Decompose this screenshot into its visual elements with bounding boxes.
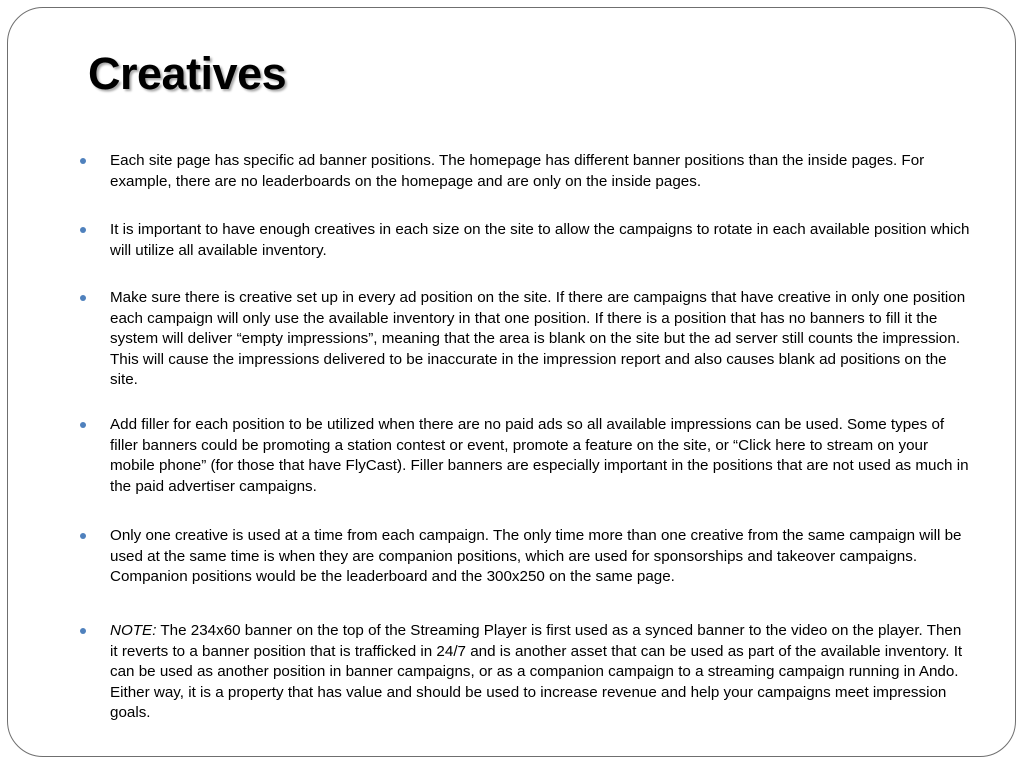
bullet-text-4: Add filler for each position to be utilized when there are no paid ads so all available impressions can be used. Some types of filler banners could be promoting a station contest or event, promote a feature on the site, or “Click here to stream on your mobile phone” (for those that have FlyCast). Filler banners are especially important in the positions that are not used as much in the paid advertiser campaigns.	[110, 416, 969, 495]
slide-title: Creatives	[88, 48, 287, 99]
bullet-item-2	[110, 220, 970, 261]
bullet-dot-icon	[80, 227, 86, 233]
note-label: NOTE:	[110, 622, 157, 639]
bullet-text-6: The 234x60 banner on the top of the Streaming Player is first used as a synced banner to the video on the player. Then it reverts to a banner position that is trafficked in 24/7 and is another asset that can be used as part of the available inventory. It can be used as another position in banner campaigns, or as a companion campaign to a streaming campaign running in Ando. Either way, it is a property that has value and should be used to increase revenue and help your campaigns meet impression goals.	[110, 622, 963, 721]
bullet-item-4	[110, 415, 970, 497]
bullet-dot-icon	[80, 295, 86, 301]
bullet-text-3: Make sure there is creative set up in every ad position on the site. If there are campaigns that have creative in only one position each campaign will only use the available inventory in that one position. If there is a position that has no banners to fill it the system will deliver “empty impressions”, meaning that the area is blank on the site but the ad server still counts the impression. This will cause the impressions delivered to be inaccurate in the impression report and also causes blank ad positions on the site.	[110, 289, 966, 388]
bullet-dot-icon	[80, 158, 86, 164]
bullet-item-1	[110, 151, 970, 192]
bullet-text-2: It is important to have enough creatives in each size on the site to allow the campaigns to rotate in each available position which will utilize all available inventory.	[110, 221, 970, 259]
bullet-dot-icon	[80, 533, 86, 539]
bullet-text-5: Only one creative is used at a time from each campaign. The only time more than one creative from the same campaign will be used at the same time is when they are companion positions, which are used for sponsorships and takeover campaigns. Companion positions would be the leaderboard and the 300x250 on the same page.	[110, 527, 962, 585]
bullet-item-3	[110, 288, 970, 391]
bullet-item-6	[110, 621, 970, 724]
bullet-item-5	[110, 526, 970, 588]
bullet-dot-icon	[80, 628, 86, 634]
bullet-dot-icon	[80, 422, 86, 428]
bullet-text-1: Each site page has specific ad banner positions. The homepage has different banner positions than the inside pages. For example, there are no leaderboards on the homepage and are only on the inside pages.	[110, 152, 925, 190]
